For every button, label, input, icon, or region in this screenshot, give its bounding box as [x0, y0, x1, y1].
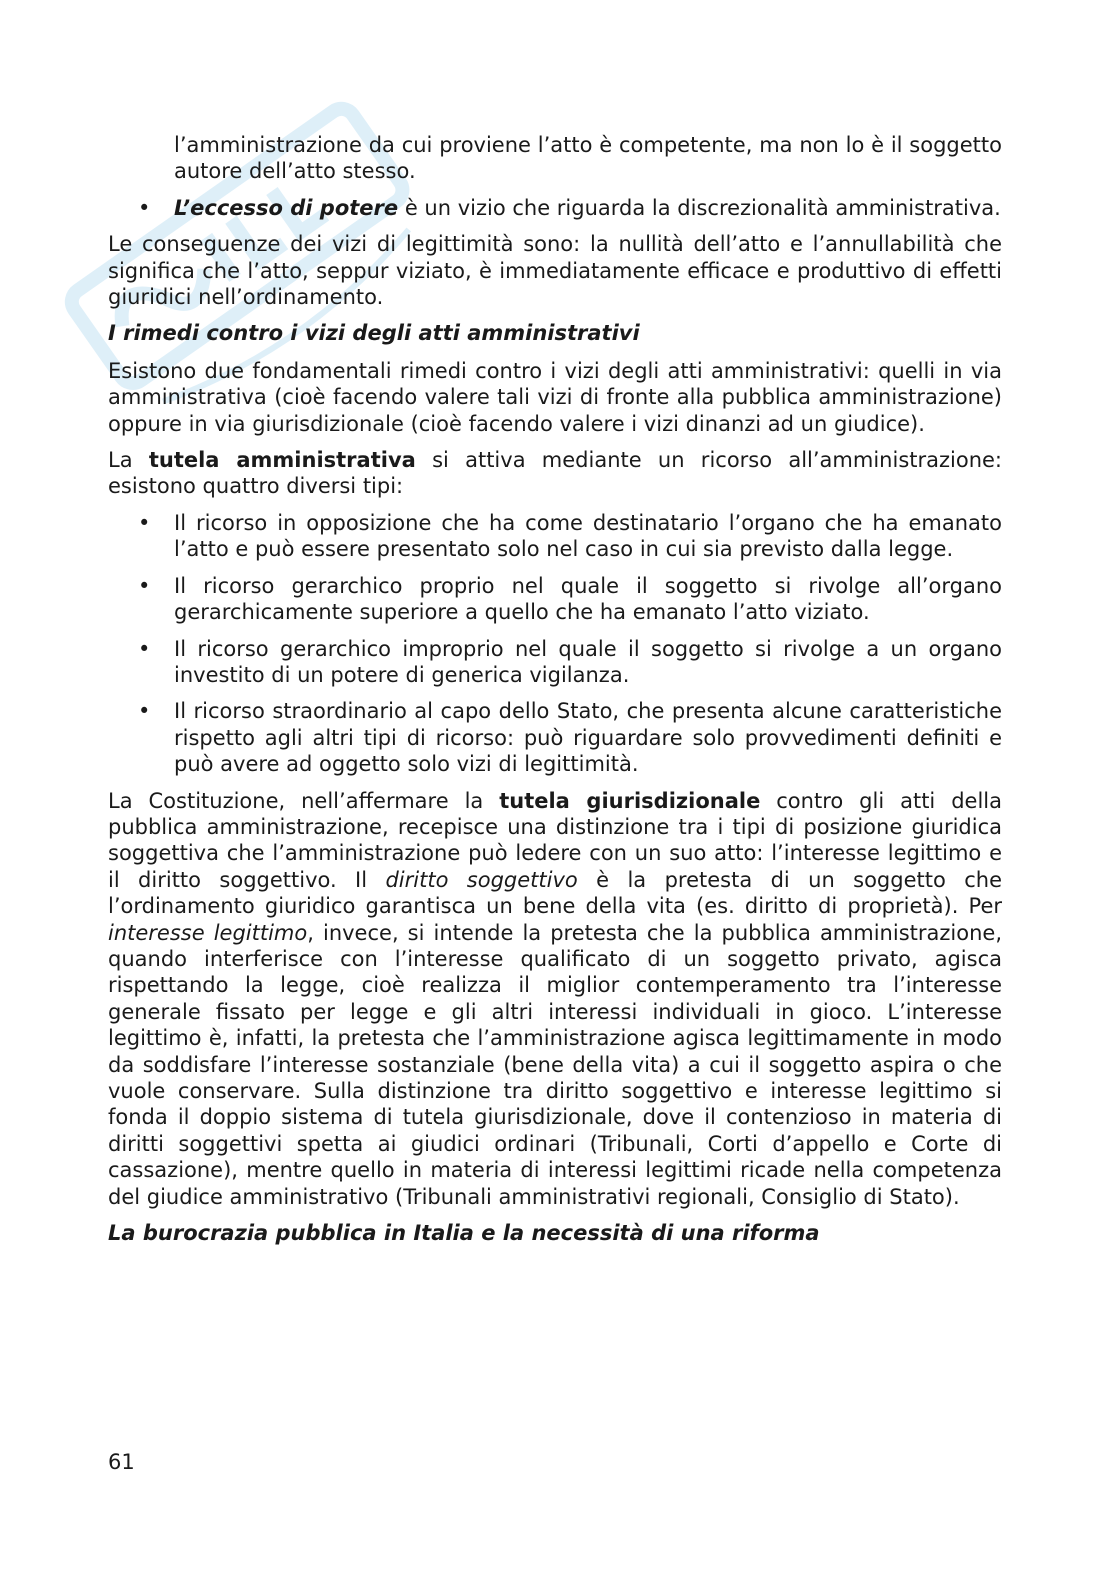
- page-content: [108, 132, 1002, 1257]
- text-span: , invece, si intende la pretesta che la pubblica amministrazione, quando interferisce con l’interesse qualificato di un soggetto privato, agisca rispettando la legge, cioè realizza il miglior contemperamento tra l’interesse generale fissato per legge e gli altri interessi individuali in gioco. L’interesse legittimo è, infatti, la pretesta che l’amministrazione agisca legittimamente in modo da soddisfare l’interesse sostanziale (bene della vita) a cui il soggetto aspira o che vuole conservare. Sulla distinzione tra diritto soggettivo e interesse legittimo si fonda il doppio sistema di tutela giurisdizionale, dove il contenzioso in materia di diritti soggettivi spetta ai giudici ordinari (Tribunali, Corti d’appello e Corte di cassazione), mentre quello in materia di interessi legittimi ricade nella competenza del giudice amministrativo (Tribunali amministrativi regionali, Consiglio di Stato).: [108, 920, 1002, 1209]
- heading-burocrazia: La burocrazia pubblica in Italia e la necessità di una riforma: [108, 1221, 820, 1246]
- text-span: La: [108, 448, 149, 473]
- eccesso-term: L’eccesso di potere: [174, 195, 399, 220]
- text-span: è la pretesta di un soggetto che l’ordinamento giuridico garantisca un bene della vita (es. diritto di proprietà). Per: [108, 867, 1002, 919]
- diritto-soggettivo-term: diritto soggettivo: [385, 867, 578, 892]
- text-span: contro gli atti della pubblica amministrazione, recepisce una distinzione tra i tipi di posizione giuridica soggettiva che l’amministrazione può ledere con un suo atto: l’interesse legittimo e il diritto soggettivo. Il: [108, 788, 1002, 892]
- ricorsi-list: [108, 510, 1002, 778]
- ricorso-gerarchico-improprio: Il ricorso gerarchico improprio nel quale il soggetto si rivolge a un organo investito di un potere di generica vigilanza.: [174, 636, 1002, 687]
- ricorso-opposizione: Il ricorso in opposizione che ha come destinatario l’organo che ha emanato l’atto e può essere presentato solo nel caso in cui sia previsto dalla legge.: [174, 510, 1002, 562]
- tutela-giurisdizionale-term: tutela giurisdizionale: [499, 788, 761, 813]
- intro-continuation: l’amministrazione da cui proviene l’atto è competente, ma non lo è il soggetto autore dell’atto stesso.: [174, 133, 1002, 184]
- bullet-icon: •: [138, 573, 151, 598]
- bullet-icon: •: [138, 636, 151, 661]
- bullet-icon: •: [138, 195, 151, 220]
- paragraph-tutela-amministrativa: [108, 447, 1002, 500]
- ricorso-straordinario: Il ricorso straordinario al capo dello Stato, che presenta alcune caratteristiche rispetto agli altri tipi di ricorso: può riguardare solo provvedimenti definiti e può avere ad oggetto solo vizi di legittimità.: [174, 699, 1002, 777]
- tutela-amministrativa-term: tutela amministrativa: [148, 448, 416, 473]
- paragraph-costituzione: [108, 788, 1002, 1211]
- eccesso-text: è un vizio che riguarda la discrezionalità amministrativa.: [398, 195, 1001, 220]
- paragraph-conseguenze: Le conseguenze dei vizi di legittimità sono: la nullità dell’atto e l’annullabilità che significa che l’atto, seppur viziato, è immediatamente efficace e produttivo di effetti giuridici nell’ordinamento.: [108, 232, 1002, 310]
- list-item: [108, 698, 1002, 777]
- page-number: 61: [108, 1450, 135, 1474]
- ricorso-gerarchico-proprio: Il ricorso gerarchico proprio nel quale il soggetto si rivolge all’organo gerarchicamente superiore a quello che ha emanato l’atto viziato.: [174, 573, 1002, 625]
- interesse-legittimo-term: interesse legittimo: [108, 920, 308, 945]
- text-span: si attiva mediante un ricorso all’amministrazione: esistono quattro diversi tipi:: [108, 448, 1003, 499]
- paragraph-esistono: Esistono due fondamentali rimedi contro i vizi degli atti amministrativi: quelli in via amministrativa (cioè facendo valere tali vizi di fronte alla pubblica amministrazione) oppure in via giurisdizionale (cioè facendo valere i vizi dinanzi ad un giudice).: [108, 358, 1002, 436]
- list-item: [108, 510, 1002, 563]
- text-span: La Costituzione, nell’affermare la: [108, 788, 500, 813]
- list-item: [108, 195, 1002, 221]
- eccesso-list: [108, 195, 1002, 221]
- bullet-icon: •: [138, 699, 151, 724]
- heading-rimedi: I rimedi contro i vizi degli atti amministrativi: [108, 321, 640, 346]
- bullet-icon: •: [138, 510, 151, 535]
- list-item: [108, 636, 1002, 689]
- list-item: [108, 573, 1002, 626]
